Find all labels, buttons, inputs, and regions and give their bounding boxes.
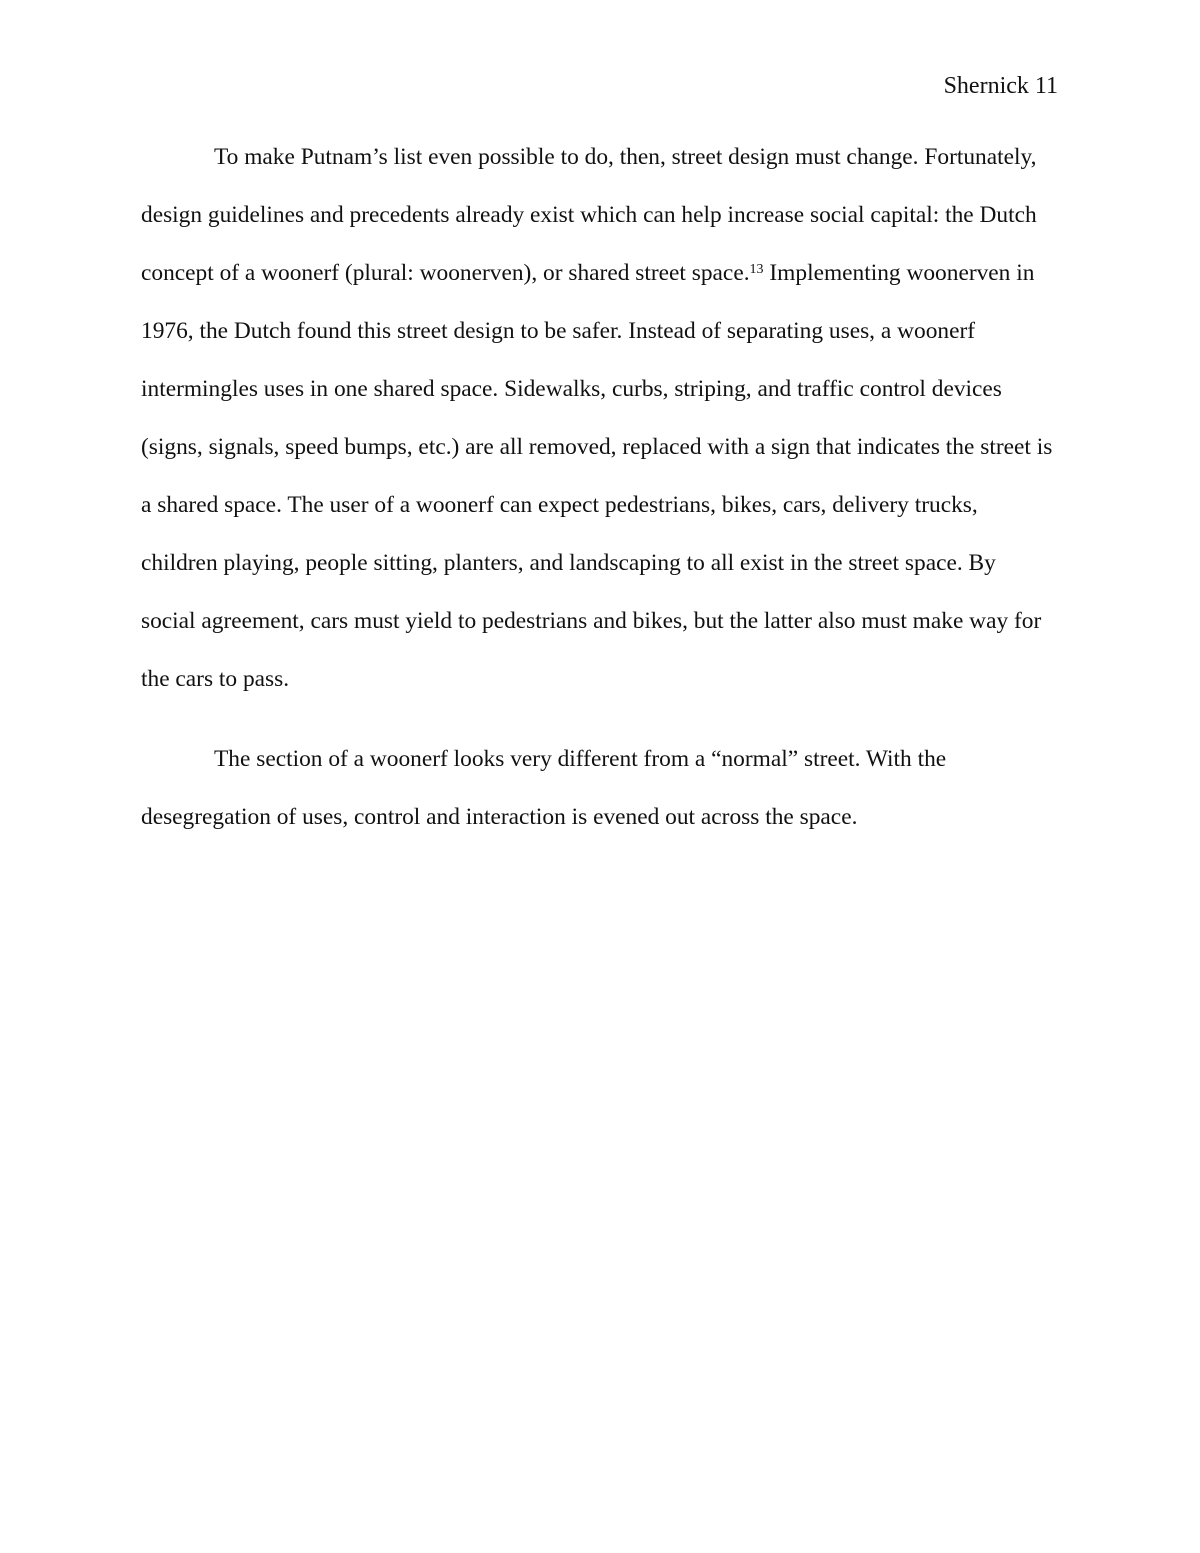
paragraph-1-line-6: (signs, signals, speed bumps, etc.) are all removed, replaced with a sign that indicates the street is (141, 434, 1053, 460)
paragraph-1-line-3-text-continued: Implementing woonerven in (763, 260, 1035, 286)
paragraph-2-line-1: The section of a woonerf looks very different from a “normal” street. With the (214, 746, 947, 772)
paragraph-1-line-10: the cars to pass. (141, 666, 290, 692)
page-header-author-page: Shernick 11 (943, 73, 1058, 99)
paragraph-1-line-1: To make Putnam’s list even possible to do, then, street design must change. Fortunately, (214, 144, 1037, 170)
paragraph-1-line-7: a shared space. The user of a woonerf can expect pedestrians, bikes, cars, delivery trucks, (141, 492, 978, 518)
paragraph-1-line-9: social agreement, cars must yield to pedestrians and bikes, but the latter also must make way for (141, 608, 1042, 634)
paragraph-1-line-2: design guidelines and precedents already exist which can help increase social capital: the Dutch (141, 202, 1037, 228)
paragraph-1-line-4: 1976, the Dutch found this street design to be safer. Instead of separating uses, a woonerf (141, 318, 976, 344)
paragraph-2-line-2: desegregation of uses, control and interaction is evened out across the space. (141, 804, 858, 830)
paragraph-1-line-8: children playing, people sitting, planters, and landscaping to all exist in the street space. By (141, 550, 996, 576)
paragraph-2 (141, 730, 1063, 846)
paragraph-1-line-5: intermingles uses in one shared space. Sidewalks, curbs, striping, and traffic control devices (141, 376, 1002, 402)
paragraph-1-line-3-text: concept of a woonerf (plural: woonerven), or shared street space. (141, 260, 750, 286)
paragraph-1-line-3 (141, 244, 1063, 302)
footnote-reference-13: 13 (749, 262, 764, 277)
paragraph-1 (141, 128, 1063, 708)
